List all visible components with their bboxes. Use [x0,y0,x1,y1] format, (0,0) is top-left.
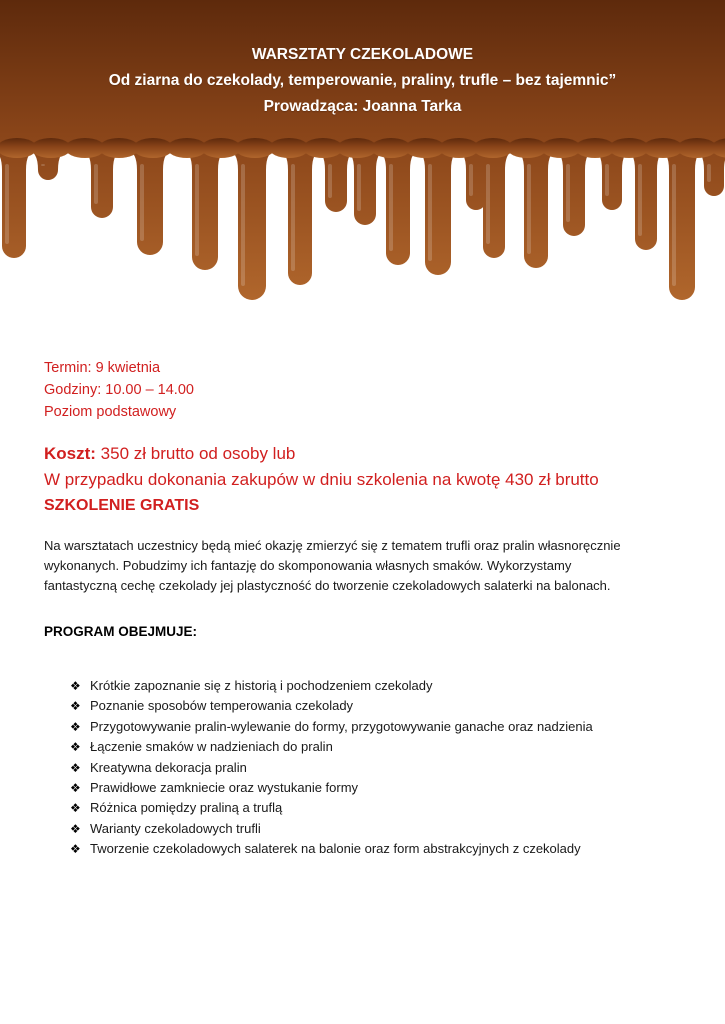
workshop-subtitle: Od ziarna do czekolady, temperowanie, praliny, trufle – bez tajemnic” [108,72,617,89]
list-item-text: Warianty czekoladowych trufli [90,820,261,836]
drip-highlight [672,164,676,286]
free-training-badge: SZKOLENIE GRATIS [44,497,200,514]
list-item [70,819,593,839]
drip-highlight [357,164,361,211]
drip-highlight [195,164,199,256]
drip-highlight [486,164,490,244]
drip-highlight [527,164,531,254]
diamond-bullet-icon: ❖ [70,740,81,755]
list-item [70,696,593,716]
list-item-text: Tworzenie czekoladowych salaterek na balonie oraz form abstrakcyjnych z czekolady [90,841,581,857]
drip-highlight [41,164,45,166]
purchase-condition: W przypadku dokonania zakupów w dniu szkolenia na kwotę 430 zł brutto [44,470,599,489]
list-item-text: Poznanie sposobów temperowania czekolady [90,698,354,714]
price-line [44,441,599,467]
list-item [70,717,593,737]
cost-label: Koszt: [44,444,96,463]
drip-highlight [328,164,332,198]
diamond-bullet-icon: ❖ [70,679,81,693]
list-item-text: Łączenie smaków w nadzieniach do pralin [90,739,333,755]
list-item-text: Przygotowywanie pralin-wylewanie do formy, przygotowywanie ganache oraz nadzienia [90,718,593,734]
list-item [70,839,593,859]
drip-highlight [5,164,9,244]
drip-highlight [428,164,432,261]
intro-line: Na warsztatach uczestnicy będą mieć okazję zmierzyć się z tematem trufli oraz pralin własnoręcznie [44,538,621,553]
drip-highlight [389,164,393,251]
drip-highlight [291,164,295,271]
drip-highlight [140,164,144,241]
diamond-bullet-icon: ❖ [70,760,81,775]
list-item-text: Prawidłowe zamkniecie oraz wystukanie formy [90,780,359,796]
intro-paragraph [44,536,684,596]
diamond-bullet-icon: ❖ [70,821,81,836]
list-item [70,737,593,757]
price-text: 350 zł brutto od osoby lub [95,444,296,463]
list-item-text: Różnica pomiędzy praliną a truflą [90,800,283,816]
list-item [70,778,593,798]
drip-highlight [469,164,473,196]
diamond-bullet-icon: ❖ [70,699,81,714]
workshop-instructor: Prowadząca: Joanna Tarka [263,98,462,115]
list-item [70,676,593,696]
workshop-header [0,42,725,120]
drip-highlight [94,164,98,204]
drip-highlight [707,164,711,182]
program-list [70,676,593,860]
level-text: Poziom podstawowy [44,404,177,420]
drip-highlight [241,164,245,286]
drip-highlight [566,164,570,222]
diamond-bullet-icon: ❖ [70,781,81,796]
intro-line: wykonanych. Pobudzimy ich fantazję do skomponowania własnych smaków. Wykorzystamy [44,558,572,573]
diamond-bullet-icon: ❖ [70,842,81,857]
cost-section [44,441,599,519]
list-item-text: Krótkie zapoznanie się z historią i pochodzeniem czekolady [90,678,433,693]
workshop-details [44,357,194,423]
list-item [70,798,593,818]
list-item-text: Kreatywna dekoracja pralin [90,759,247,775]
diamond-bullet-icon: ❖ [70,801,81,816]
program-title: PROGRAM OBEJMUJE: [44,624,198,639]
hours-text: Godziny: 10.00 – 14.00 [44,382,194,398]
intro-line: fantastyczną cechę czekolady jej plastyczność do tworzenie czekoladowych salaterki na balonach. [44,578,611,593]
list-item [70,758,593,778]
drip-highlight [638,164,642,236]
date-text: Termin: 9 kwietnia [44,360,161,376]
diamond-bullet-icon: ❖ [70,719,81,734]
drip-highlight [605,164,609,196]
workshop-title: WARSZTATY CZEKOLADOWE [251,46,474,63]
